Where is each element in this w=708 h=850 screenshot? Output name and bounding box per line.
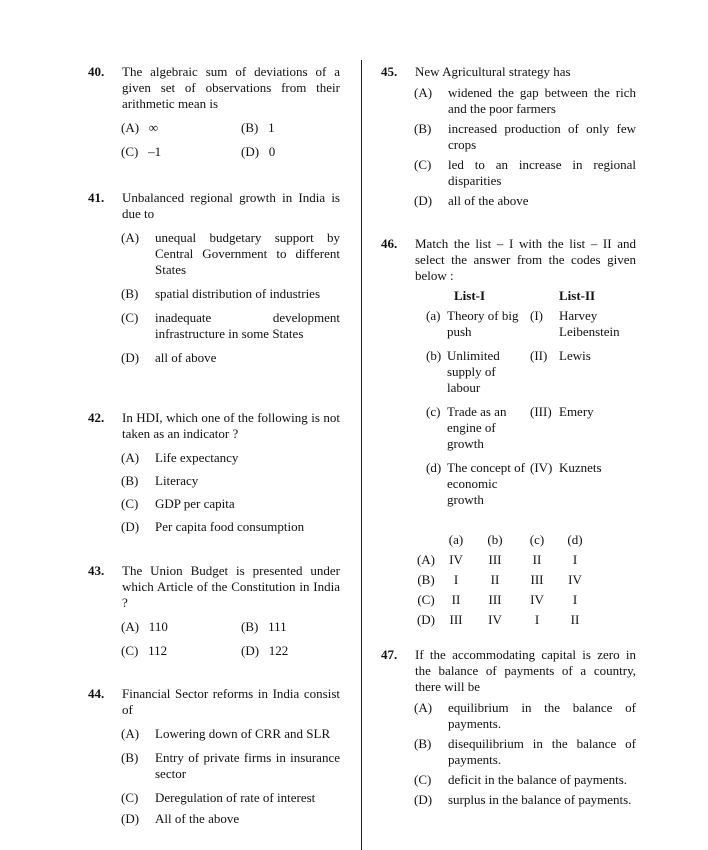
option-a[interactable]: (A) equilibrium in the balance of payments. — [414, 700, 636, 731]
option-a[interactable]: (A) 110 — [121, 619, 168, 634]
match-row: (d) The concept of economic growth (IV) Kuznets — [426, 460, 602, 507]
option-c[interactable]: (C) deficit in the balance of payments. — [414, 772, 628, 787]
match-row: (b) Unlimited supply of labour (II) Lewis — [426, 348, 591, 395]
option-d[interactable]: (D) all of the above — [414, 193, 529, 208]
question-text: The Union Budget is presented under which Article of the Constitution in India ? — [122, 563, 340, 610]
option-c[interactable]: (C) inadequate development infrastructure in some States — [121, 310, 340, 341]
option-b[interactable]: (B) Entry of private firms in insurance sector — [121, 750, 340, 781]
code-option-b[interactable]: (B) I II III IV — [417, 572, 582, 587]
question-46 — [381, 236, 636, 632]
option-d[interactable]: (D) 122 — [241, 643, 289, 658]
code-option-d[interactable]: (D) III IV I II — [416, 612, 580, 627]
option-b[interactable]: (B) Literacy — [121, 473, 199, 488]
question-41 — [88, 190, 340, 366]
question-text: Match the list – I with the list – II and select the answer from the codes given below : — [415, 236, 636, 283]
option-d[interactable]: (D) Per capita food consumption — [121, 519, 305, 534]
question-44 — [88, 686, 340, 827]
option-d[interactable]: (D) 0 — [241, 144, 276, 159]
list-2-header: List-II — [559, 288, 596, 303]
option-b[interactable]: (B) spatial distribution of industries — [121, 286, 321, 301]
match-row: (c) Trade as an engine of growth (III) Emery — [426, 404, 594, 451]
option-c[interactable]: (C) GDP per capita — [121, 496, 235, 511]
option-c[interactable]: (C) led to an increase in regional disparities — [414, 157, 636, 188]
option-a[interactable]: (A) unequal budgetary support by Central Government to different States — [121, 230, 340, 277]
question-43 — [88, 563, 340, 667]
question-number: 47. — [381, 647, 398, 662]
question-text: If the accommodating capital is zero in the balance of payments of a country, there will be — [415, 647, 636, 694]
list-1-header: List-I — [454, 288, 486, 303]
match-table-header — [381, 288, 636, 308]
option-d[interactable]: (D) All of the above — [121, 811, 240, 826]
question-number: 44. — [88, 686, 105, 701]
column-divider — [361, 60, 362, 850]
option-a[interactable]: (A) Life expectancy — [121, 450, 239, 465]
question-number: 43. — [88, 563, 105, 578]
option-c[interactable]: (C) 112 — [121, 643, 168, 658]
question-number: 42. — [88, 410, 105, 425]
question-number: 45. — [381, 64, 398, 79]
option-c[interactable]: (C) –1 — [121, 144, 162, 159]
option-b[interactable]: (B) 111 — [241, 619, 287, 634]
match-row: (a) Theory of big push (I) Harvey Leibenstein — [426, 308, 620, 339]
option-d[interactable]: (D) all of above — [121, 350, 217, 365]
option-a[interactable]: (A) ∞ — [121, 120, 159, 135]
option-b[interactable]: (B) 1 — [241, 120, 275, 135]
option-a[interactable]: (A) Lowering down of CRR and SLR — [121, 726, 331, 741]
option-c[interactable]: (C) Deregulation of rate of interest — [121, 790, 316, 805]
codes-header: (a) (b) (c) (d) — [448, 532, 583, 547]
question-text: Unbalanced regional growth in India is due to — [122, 190, 340, 221]
code-option-a[interactable]: (A) IV III II I — [416, 552, 578, 567]
question-text: The algebraic sum of deviations of a given set of observations from their arithmetic mean is — [122, 64, 340, 111]
question-47 — [381, 647, 636, 808]
question-42 — [88, 410, 340, 535]
question-number: 46. — [381, 236, 398, 251]
question-45 — [381, 64, 636, 209]
option-b[interactable]: (B) disequilibrium in the balance of payments. — [414, 736, 636, 767]
question-40 — [88, 64, 340, 168]
option-d[interactable]: (D) surplus in the balance of payments. — [414, 792, 632, 807]
question-text: Financial Sector reforms in India consist of — [122, 686, 340, 717]
question-number: 40. — [88, 64, 105, 79]
question-number: 41. — [88, 190, 105, 205]
code-option-c[interactable]: (C) II III IV I — [417, 592, 578, 607]
option-a[interactable]: (A) widened the gap between the rich and the poor farmers — [414, 85, 636, 116]
option-b[interactable]: (B) increased production of only few crops — [414, 121, 636, 152]
question-text: In HDI, which one of the following is not taken as an indicator ? — [122, 410, 340, 441]
question-text: New Agricultural strategy has — [415, 64, 571, 79]
